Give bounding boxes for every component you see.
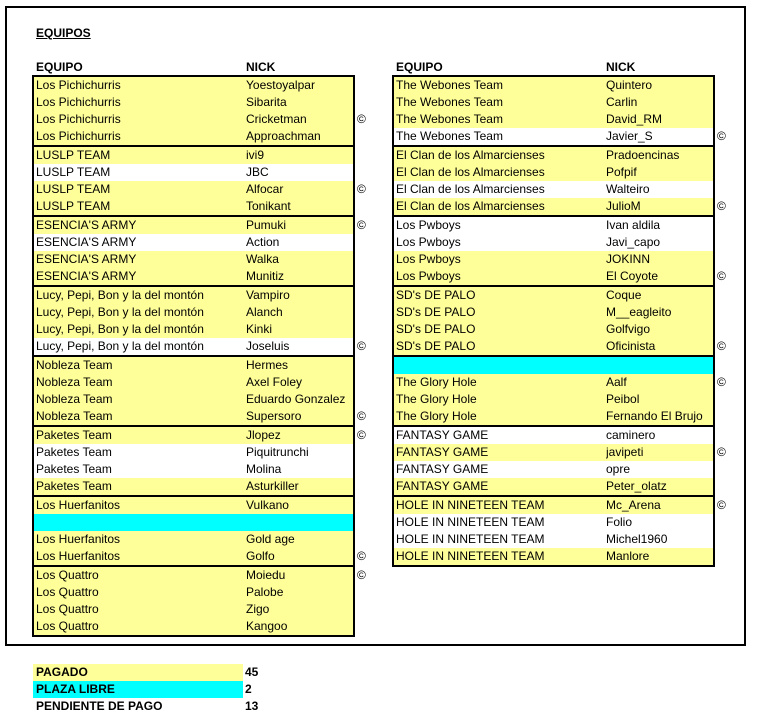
team-name: Los Pichichurris [36,112,121,126]
team-name: LUSLP TEAM [36,148,111,162]
team-name: The Webones Team [396,129,503,143]
player-row [34,497,353,514]
player-row [394,391,713,408]
team-name: El Clan de los Almarcienses [396,148,545,162]
team-name: FANTASY GAME [396,479,489,493]
team-name: Los Quattro [36,602,99,616]
team-name: Los Quattro [36,585,99,599]
team-name: El Clan de los Almarcienses [396,165,545,179]
team-name: HOLE IN NINETEEN TEAM [396,532,545,546]
player-row [394,497,713,514]
player-row [34,287,353,304]
player-nick: Eduardo Gonzalez [246,392,346,406]
player-row [394,461,713,478]
captain-mark-icon: © [357,112,366,126]
team-name: Nobleza Team [36,375,113,389]
right-teams-table [392,75,715,567]
player-nick: Gold age [246,532,295,546]
team-group [392,425,715,497]
player-row [34,111,353,128]
player-nick: Oficinista [606,339,656,353]
player-nick: Fernando El Brujo [606,409,703,423]
player-nick: Alfocar [246,182,284,196]
team-name: FANTASY GAME [396,428,489,442]
player-row [394,198,713,215]
captain-mark-icon: © [357,568,366,582]
team-name: SD's DE PALO [396,322,476,336]
player-row [34,164,353,181]
player-row [394,268,713,285]
player-nick: Alanch [246,305,283,319]
team-group [392,285,715,357]
team-name: Lucy, Pepi, Bon y la del montón [36,288,204,302]
player-row [394,531,713,548]
player-row [34,567,353,584]
player-nick: Walteiro [606,182,650,196]
player-row [34,251,353,268]
team-name: HOLE IN NINETEEN TEAM [396,515,545,529]
team-name: ESENCIA'S ARMY [36,218,137,232]
player-row [34,584,353,601]
team-name: Los Pichichurris [36,95,121,109]
player-row [34,444,353,461]
team-name: ESENCIA'S ARMY [36,252,137,266]
player-nick: Piquitrunchi [246,445,309,459]
player-nick: David_RM [606,112,663,126]
captain-mark-icon: © [357,428,366,442]
player-row [394,94,713,111]
player-row [394,321,713,338]
team-name: FANTASY GAME [396,445,489,459]
player-nick: Kangoo [246,619,288,633]
team-group [392,75,715,147]
player-nick: Folio [606,515,633,529]
player-nick: JulioM [606,199,641,213]
player-row [34,374,353,391]
player-nick: Manlore [606,549,650,563]
player-row [34,427,353,444]
player-nick: Pradoencinas [606,148,680,162]
player-row [394,444,713,461]
player-nick: caminero [606,428,656,442]
player-row [34,391,353,408]
player-row [394,514,713,531]
player-row [34,618,353,635]
team-group [32,75,355,147]
captain-mark-icon: © [717,269,726,283]
team-name: Lucy, Pepi, Bon y la del montón [36,305,204,319]
player-row [34,548,353,565]
captain-mark-icon: © [717,129,726,143]
player-row [394,147,713,164]
player-nick: Action [246,235,280,249]
team-group [32,285,355,357]
team-name: Nobleza Team [36,392,113,406]
team-name: Nobleza Team [36,358,113,372]
team-group [392,495,715,567]
player-nick: Javier_S [606,129,653,143]
team-name: Los Pwboys [396,235,461,249]
team-group [32,355,355,427]
team-name: SD's DE PALO [396,339,476,353]
player-nick: javipeti [606,445,644,459]
player-nick: Mc_Arena [606,498,661,512]
player-row [394,251,713,268]
player-nick: Peter_olatz [606,479,667,493]
captain-mark-icon: © [357,339,366,353]
legend-label: PAGADO [33,664,243,681]
player-row [34,128,353,145]
page-title: EQUIPOS [36,26,91,40]
player-row [34,478,353,495]
player-nick: Vulkano [246,498,289,512]
player-nick: Sibarita [246,95,287,109]
player-nick: M__eagleito [606,305,672,319]
player-row [34,601,353,618]
player-nick: Aalf [606,375,627,389]
captain-mark-icon: © [717,199,726,213]
player-row [34,77,353,94]
player-nick: Approachman [246,129,321,143]
team-name: Paketes Team [36,479,112,493]
player-nick: ivi9 [246,148,265,162]
team-name: Nobleza Team [36,409,113,423]
player-nick: Molina [246,462,282,476]
player-row [394,164,713,181]
player-nick: Carlin [606,95,638,109]
team-name: Paketes Team [36,428,112,442]
team-group [32,565,355,637]
team-group [32,495,355,567]
captain-mark-icon: © [717,339,726,353]
player-nick: opre [606,462,631,476]
player-row [34,408,353,425]
player-nick: Pofpif [606,165,637,179]
team-name: El Clan de los Almarcienses [396,182,545,196]
player-row [394,217,713,234]
legend-count: 2 [245,682,252,696]
player-row [394,287,713,304]
player-nick: Palobe [246,585,284,599]
player-nick: Yoestoyalpar [246,78,315,92]
player-nick: Michel1960 [606,532,668,546]
team-name: The Glory Hole [396,392,477,406]
player-nick: Peibol [606,392,640,406]
player-nick: Coque [606,288,642,302]
captain-mark-icon: © [357,409,366,423]
player-nick: Golfvigo [606,322,651,336]
team-name: El Clan de los Almarcienses [396,199,545,213]
team-name: Lucy, Pepi, Bon y la del montón [36,322,204,336]
player-nick: Munitiz [246,269,285,283]
player-nick: Zigo [246,602,270,616]
player-row [394,338,713,355]
player-row [34,304,353,321]
player-row [34,198,353,215]
captain-mark-icon: © [717,375,726,389]
team-name: Los Pwboys [396,269,461,283]
legend-count: 13 [245,699,259,713]
player-nick: Pumuki [246,218,287,232]
left-team-header: EQUIPO [36,60,83,74]
player-row [34,338,353,355]
player-row [34,461,353,478]
player-row [34,94,353,111]
player-nick: Joseluis [246,339,290,353]
player-row [394,111,713,128]
team-group [32,425,355,497]
team-name: FANTASY GAME [396,462,489,476]
team-group [392,215,715,287]
right-team-header: EQUIPO [396,60,443,74]
team-group [32,215,355,287]
player-nick: Cricketman [246,112,307,126]
team-name: HOLE IN NINETEEN TEAM [396,498,545,512]
team-name: LUSLP TEAM [36,182,111,196]
team-name: Los Huerfanitos [36,532,121,546]
captain-mark-icon: © [717,498,726,512]
team-name: HOLE IN NINETEEN TEAM [396,549,545,563]
team-name: Los Huerfanitos [36,549,121,563]
team-name: ESENCIA'S ARMY [36,235,137,249]
team-name: Los Quattro [36,619,99,633]
player-row [394,478,713,495]
player-nick: El Coyote [606,269,659,283]
player-row [394,304,713,321]
team-group [392,145,715,217]
team-name: SD's DE PALO [396,305,476,319]
legend-label: PLAZA LIBRE [33,681,243,698]
player-nick: Asturkiller [246,479,299,493]
player-nick: Quintero [606,78,653,92]
player-row [394,408,713,425]
player-row [34,217,353,234]
legend-label: PENDIENTE DE PAGO [33,698,243,715]
player-nick: Vampiro [246,288,290,302]
legend-count: 45 [245,665,259,679]
player-nick: Kinki [246,322,273,336]
player-row [394,234,713,251]
team-name: Los Pwboys [396,218,461,232]
player-nick: Axel Foley [246,375,303,389]
left-nick-header: NICK [246,60,276,74]
player-nick: Walka [246,252,279,266]
team-group [32,145,355,217]
captain-mark-icon: © [717,445,726,459]
team-name: The Webones Team [396,112,503,126]
left-teams-table [32,75,355,637]
player-row [394,128,713,145]
player-nick: Ivan aldila [606,218,661,232]
team-name: SD's DE PALO [396,288,476,302]
team-name: Los Quattro [36,568,99,582]
team-name: The Webones Team [396,95,503,109]
player-row [394,427,713,444]
team-name: Los Pichichurris [36,129,121,143]
team-name: Paketes Team [36,445,112,459]
right-nick-header: NICK [606,60,636,74]
player-row [34,531,353,548]
team-name: The Glory Hole [396,409,477,423]
player-row [34,268,353,285]
free-slot-row [394,357,713,374]
player-nick: JOKINN [606,252,651,266]
player-nick: JBC [246,165,269,179]
team-name: Los Pwboys [396,252,461,266]
player-row [394,548,713,565]
player-row [34,321,353,338]
player-nick: Tonikant [246,199,291,213]
team-name: LUSLP TEAM [36,199,111,213]
free-slot-row [34,514,353,531]
team-name: ESENCIA'S ARMY [36,269,137,283]
player-row [34,234,353,251]
captain-mark-icon: © [357,549,366,563]
team-name: The Webones Team [396,78,503,92]
player-nick: Golfo [246,549,275,563]
team-name: Paketes Team [36,462,112,476]
player-nick: Supersoro [246,409,302,423]
player-row [34,357,353,374]
team-name: Los Pichichurris [36,78,121,92]
player-nick: Moiedu [246,568,286,582]
team-name: Los Huerfanitos [36,498,121,512]
player-nick: Javi_capo [606,235,661,249]
player-row [394,77,713,94]
team-name: The Glory Hole [396,375,477,389]
player-row [34,147,353,164]
player-row [394,181,713,198]
team-name: LUSLP TEAM [36,165,111,179]
team-group [392,355,715,427]
player-nick: Hermes [246,358,289,372]
team-name: Lucy, Pepi, Bon y la del montón [36,339,204,353]
captain-mark-icon: © [357,182,366,196]
player-nick: Jlopez [246,428,281,442]
player-row [34,181,353,198]
captain-mark-icon: © [357,218,366,232]
player-row [394,374,713,391]
